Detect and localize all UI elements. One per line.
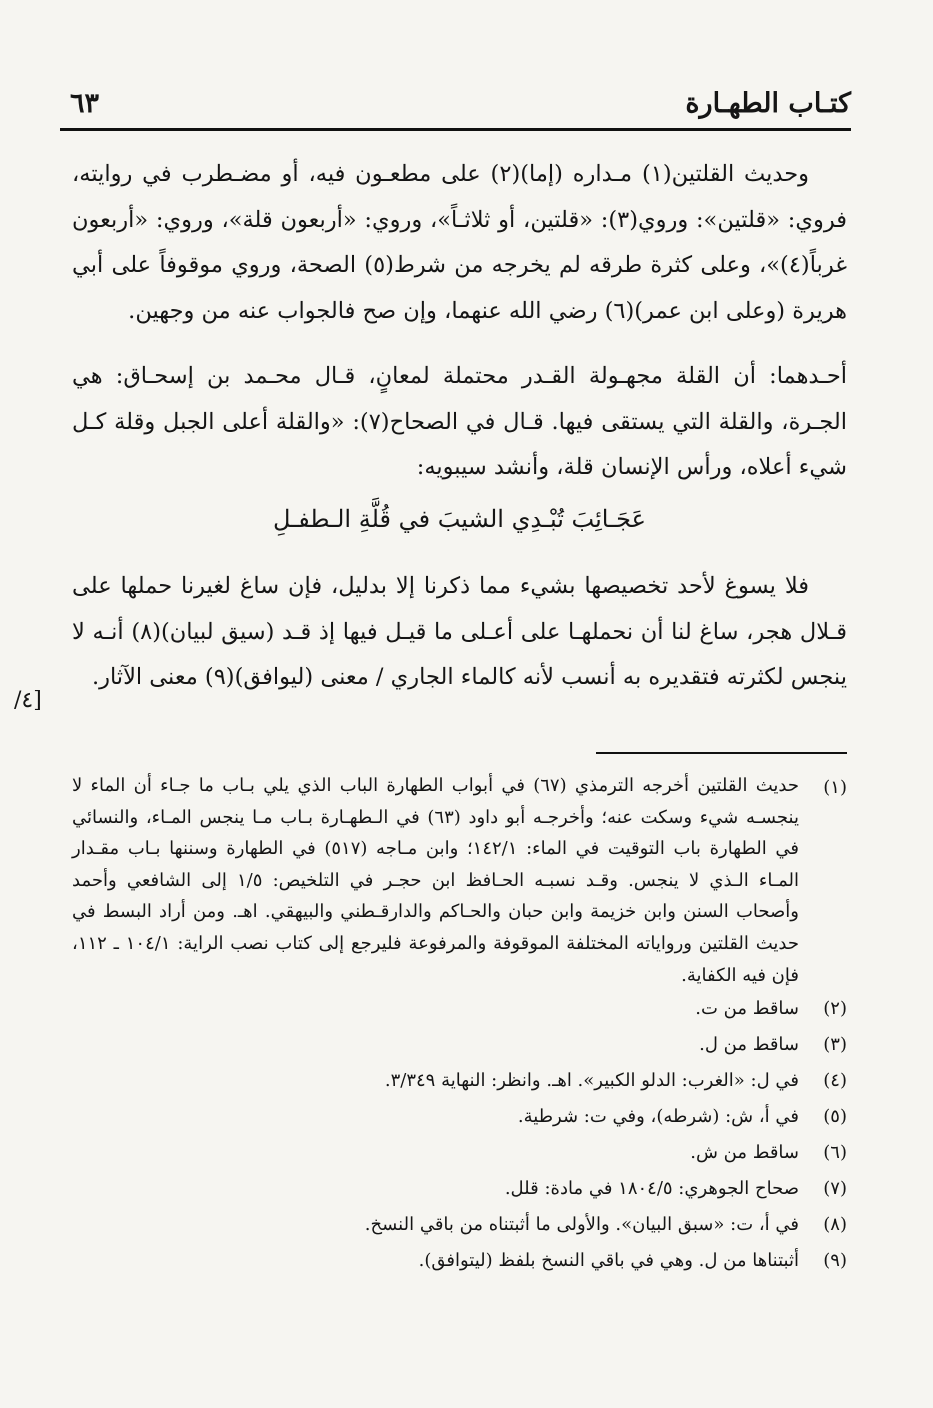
footnote-number: (١)	[823, 777, 847, 798]
poetry-verse: عَجَـائِبَ تُبْـدِي الشيبَ في قُلَّةِ الـطفـلِ	[273, 504, 646, 533]
footnote-number: (٧)	[823, 1178, 847, 1200]
footnote-text: في ل: «الغرب: الدلو الكبير». اهـ. وانظر: النهاية ٣/٣٤٩.	[384, 1070, 799, 1092]
footnote-item	[72, 1063, 847, 1099]
header-rule	[60, 128, 851, 131]
footnote-text: ساقط من ش.	[690, 1142, 799, 1164]
paragraph-2: أحـدهما: أن القلة مجهـولة القـدر محتملة لمعانٍ، قـال محـمد بن إسحـاق: هي الجـرة، والقلة التي يستقى فيها. قـال في الصحاح(٧): «والقلة أعلى الجبل وقلة كـل شيء أعلاه، ورأس الإنسان قلة، وأنشد سيبويه:	[72, 363, 847, 480]
footnote-text: ساقط من ل.	[699, 1034, 799, 1056]
page-header	[60, 78, 851, 128]
footnote-number: (٩)	[823, 1250, 847, 1272]
footnote-text: في أ، ت: «سبق البيان». والأولى ما أثبتناه من باقي النسخ.	[364, 1214, 799, 1236]
footnote-item	[72, 1135, 847, 1171]
footnote-item	[72, 1099, 847, 1135]
footnote-text: صحاح الجوهري: ١٨٠٤/٥ في مادة: قلل.	[504, 1178, 799, 1200]
footnote-text: ساقط من ت.	[695, 998, 799, 1020]
footnote-item	[72, 1243, 847, 1279]
footnote-item	[72, 1207, 847, 1243]
main-text	[72, 152, 847, 701]
footnote-item	[72, 770, 847, 991]
paragraph-3: فلا يسوغ لأحد تخصيصها بشيء مما ذكرنا إلا بدليل، فإن ساغ لغيرنا حملها على قـلال هجر، ساغ لنا أن نحملهـا على أعـلى ما قيـل فيها إذ قـد (سيق لبيان)(٨) أنـه لا ينجس لكثرته فتقديره به أنسب لأنه كالماء الجاري / معنى (ليوافق)(٩) معنى الآثار.	[72, 573, 847, 690]
footnote-text: أثبتناها من ل. وهي في باقي النسخ بلفظ (ليتوافق).	[418, 1250, 799, 1272]
footnotes-list	[72, 770, 847, 1279]
running-title: كتـاب الطهـارة	[685, 88, 851, 119]
paragraph-1: وحديث القلتين(١) مـداره (إما)(٢) على مطعـون فيه، أو مضـطرب في روايته، فروي: «قلتين»: وروي(٣): «قلتين، أو ثلاثـاً»، وروي: «أربعون قلة»، وروي: «أربعون غرباً(٤)»، وعلى كثرة طرقه لم يخرجه من شرط(٥) الصحة، وروي موقوفاً على أبي هريرة (وعلى ابن عمر)(٦) رضي الله عنهما، وإن صح فالجواب عنه من وجهين.	[72, 161, 847, 324]
page-number: ٦٣	[70, 88, 100, 119]
footnote-text: حديث القلتين أخرجه الترمذي (٦٧) في أبواب الطهارة الباب الذي يلي بـاب ما جـاء أن الماء لا ينجسـه شيء وسكت عنه؛ وأخرجـه أبو داود (٦٣) في الـطهـارة بـاب مـا ينجس المـاء، والنسائي في الطهارة باب التوقيت في الماء: ١٤٢/١؛ وابن مـاجه (٥١٧) في الطهارة وسننها بـاب مقـدار المـاء الـذي لا ينجس. وقـد نسبـه الحـافظ ابن حجـر في التلخيص: ١/٥ إلى الشافعي وأحمد وأصحاب السنن وابن خزيمة وابن حبان والحـاكم والدارقـطني والبيهقي. اهـ. ومن أراد البسط في حديث القلتين ورواياته المختلفة الموقوفة والمرفوعة فليرجع إلى كتاب نصب الراية: ١٠٤/١ ـ ١١٢، فإن فيه الكفاية.	[72, 775, 800, 986]
footnote-item	[72, 1171, 847, 1207]
footnote-item	[72, 1027, 847, 1063]
footnote-number: (٦)	[823, 1142, 847, 1164]
footnote-number: (٥)	[823, 1106, 847, 1128]
footnote-number: (٢)	[823, 998, 847, 1020]
footnote-rule	[596, 752, 847, 754]
margin-folio-mark: [٤/	[14, 688, 42, 713]
footnote-item	[72, 991, 847, 1027]
footnote-number: (٣)	[823, 1034, 847, 1056]
footnote-number: (٨)	[823, 1214, 847, 1236]
footnote-text: في أ، ش: (شرطه)، وفي ت: شرطية.	[517, 1106, 799, 1128]
footnote-number: (٤)	[823, 1070, 847, 1092]
